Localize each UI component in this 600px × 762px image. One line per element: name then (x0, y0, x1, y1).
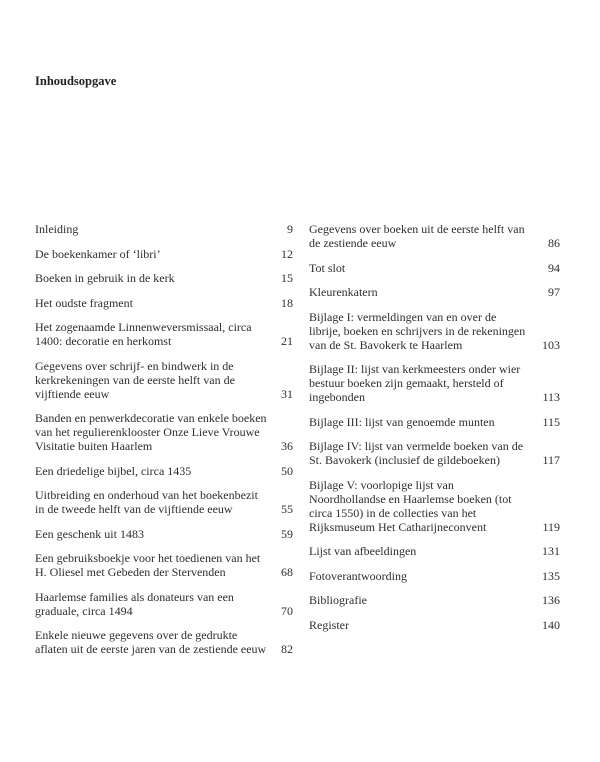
toc-entry-title: Het zogenaamde Linnenweversmissaal, circa 1400: decoratie en herkomst (35, 320, 252, 348)
toc-entry (35, 464, 293, 478)
toc-entry-title: Bijlage V: voorlopige lijst van Noordhollandse en Haarlemse boeken (tot circa 1550) in de collecties van het Rijksmuseum Het Catharijneconvent (309, 477, 512, 534)
toc-entry-title: Haarlemse families als donateurs van een graduale, circa 1494 (35, 589, 234, 618)
toc-entry-page: 131 (542, 544, 560, 558)
toc-entry (35, 271, 293, 285)
toc-entry (35, 296, 293, 310)
toc-entry-page: 82 (281, 642, 293, 656)
toc-entry-page: 136 (542, 593, 560, 607)
toc-entry (35, 488, 293, 516)
toc-entry-page: 36 (281, 439, 293, 453)
toc-entry-title: Bijlage IV: lijst van vermelde boeken van de St. Bavokerk (inclusief de gildeboeken) (309, 439, 524, 467)
toc-entry-page: 103 (542, 337, 560, 352)
toc-entry-page: 50 (281, 463, 293, 478)
toc-entry (35, 590, 293, 618)
toc-entry-page: 94 (548, 260, 560, 275)
toc-entry-title: Inleiding (35, 222, 79, 236)
toc-entry (309, 544, 560, 558)
toc-entry (309, 415, 560, 429)
toc-entry-title: Boeken in gebruik in de kerk (35, 271, 175, 285)
toc-entry-title: De boekenkamer of ‘libri’ (35, 246, 161, 261)
toc-entry (35, 222, 293, 236)
toc-entry-title: Fotoverantwoording (309, 568, 407, 583)
toc-entry-title: Bijlage I: vermeldingen van en over de librije, boeken en schrijvers in de rekeningen van de St. Bavokerk te Haarlem (309, 309, 526, 352)
toc-entry (35, 247, 293, 261)
toc-entry-title: Enkele nieuwe gegevens over de gedrukte aflaten uit de eerste jaren van de zestiende eeuw (35, 628, 267, 656)
toc-entry (309, 439, 560, 467)
toc-entry-page: 135 (542, 568, 560, 583)
toc-entry-page: 117 (542, 453, 560, 467)
toc-entry-page: 18 (281, 295, 293, 310)
toc-entry-page: 68 (281, 565, 293, 579)
toc-entry (309, 618, 560, 632)
toc-entry-title: Register (309, 617, 349, 632)
toc-entry-title: Bibliografie (309, 593, 367, 607)
toc-entry-page: 21 (281, 334, 293, 348)
toc-entry (309, 478, 560, 534)
toc-entry-page: 15 (281, 271, 293, 285)
toc-entry-page: 119 (542, 519, 560, 534)
toc-entry-title: Een gebruiksboekje voor het toedienen van het H. Oliesel met Gebeden der Stervenden (35, 551, 261, 579)
toc-entry-title: Tot slot (309, 260, 346, 275)
toc-entry (309, 569, 560, 583)
toc-entry (35, 320, 293, 348)
toc-entry-page: 31 (281, 386, 293, 401)
toc-entry-page: 9 (287, 222, 293, 236)
toc-entry-title: Een driedelige bijbel, circa 1435 (35, 463, 192, 478)
toc-entry-page: 70 (281, 603, 293, 618)
toc-entry-title: Een geschenk uit 1483 (35, 526, 144, 541)
toc-entry (309, 261, 560, 275)
toc-entry (35, 628, 293, 656)
toc-entry (309, 285, 560, 299)
toc-entry (35, 411, 293, 453)
toc-column-left (35, 222, 293, 667)
toc-entry-title: Gegevens over boeken uit de eerste helft van de zestiende eeuw (309, 222, 525, 250)
toc-entry (35, 551, 293, 579)
toc-entry-title: Het oudste fragment (35, 295, 133, 310)
toc-entry-title: Bijlage II: lijst van kerkmeesters onder wier bestuur boeken zijn gemaakt, hersteld of ingebonden (309, 362, 521, 404)
toc-entry-title: Banden en penwerkdecoratie van enkele boeken van het regulierenklooster Onze Lieve Vrouwe Visitatie buiten Haarlem (35, 411, 267, 453)
toc-entry-title: Lijst van afbeeldingen (309, 544, 417, 558)
toc-entry-page: 140 (542, 617, 560, 632)
toc-entry (35, 527, 293, 541)
toc-entry (309, 362, 560, 404)
toc-entry-page: 59 (281, 526, 293, 541)
toc-entry-page: 97 (548, 285, 560, 299)
toc-entry-page: 12 (281, 246, 293, 261)
toc-entry (309, 593, 560, 607)
toc-column-right (309, 222, 560, 642)
toc-entry-title: Kleurenkatern (309, 285, 378, 299)
toc-entry-page: 113 (542, 390, 560, 404)
toc-entry-page: 115 (542, 414, 560, 429)
toc-entry-title: Uitbreiding en onderhoud van het boekenbezit in de tweede helft van de vijftiende eeuw (35, 488, 258, 516)
toc-entry-title: Bijlage III: lijst van genoemde munten (309, 414, 495, 429)
toc-entry (309, 310, 560, 352)
toc-entry-page: 55 (281, 502, 293, 516)
toc-entry (35, 359, 293, 401)
toc-entry-title: Gegevens over schrijf- en bindwerk in de kerkrekeningen van de eerste helft van de vijftiende eeuw (35, 358, 235, 401)
toc-entry-page: 86 (548, 236, 560, 250)
toc-heading: Inhoudsopgave (35, 74, 117, 88)
toc-entry (309, 222, 560, 250)
